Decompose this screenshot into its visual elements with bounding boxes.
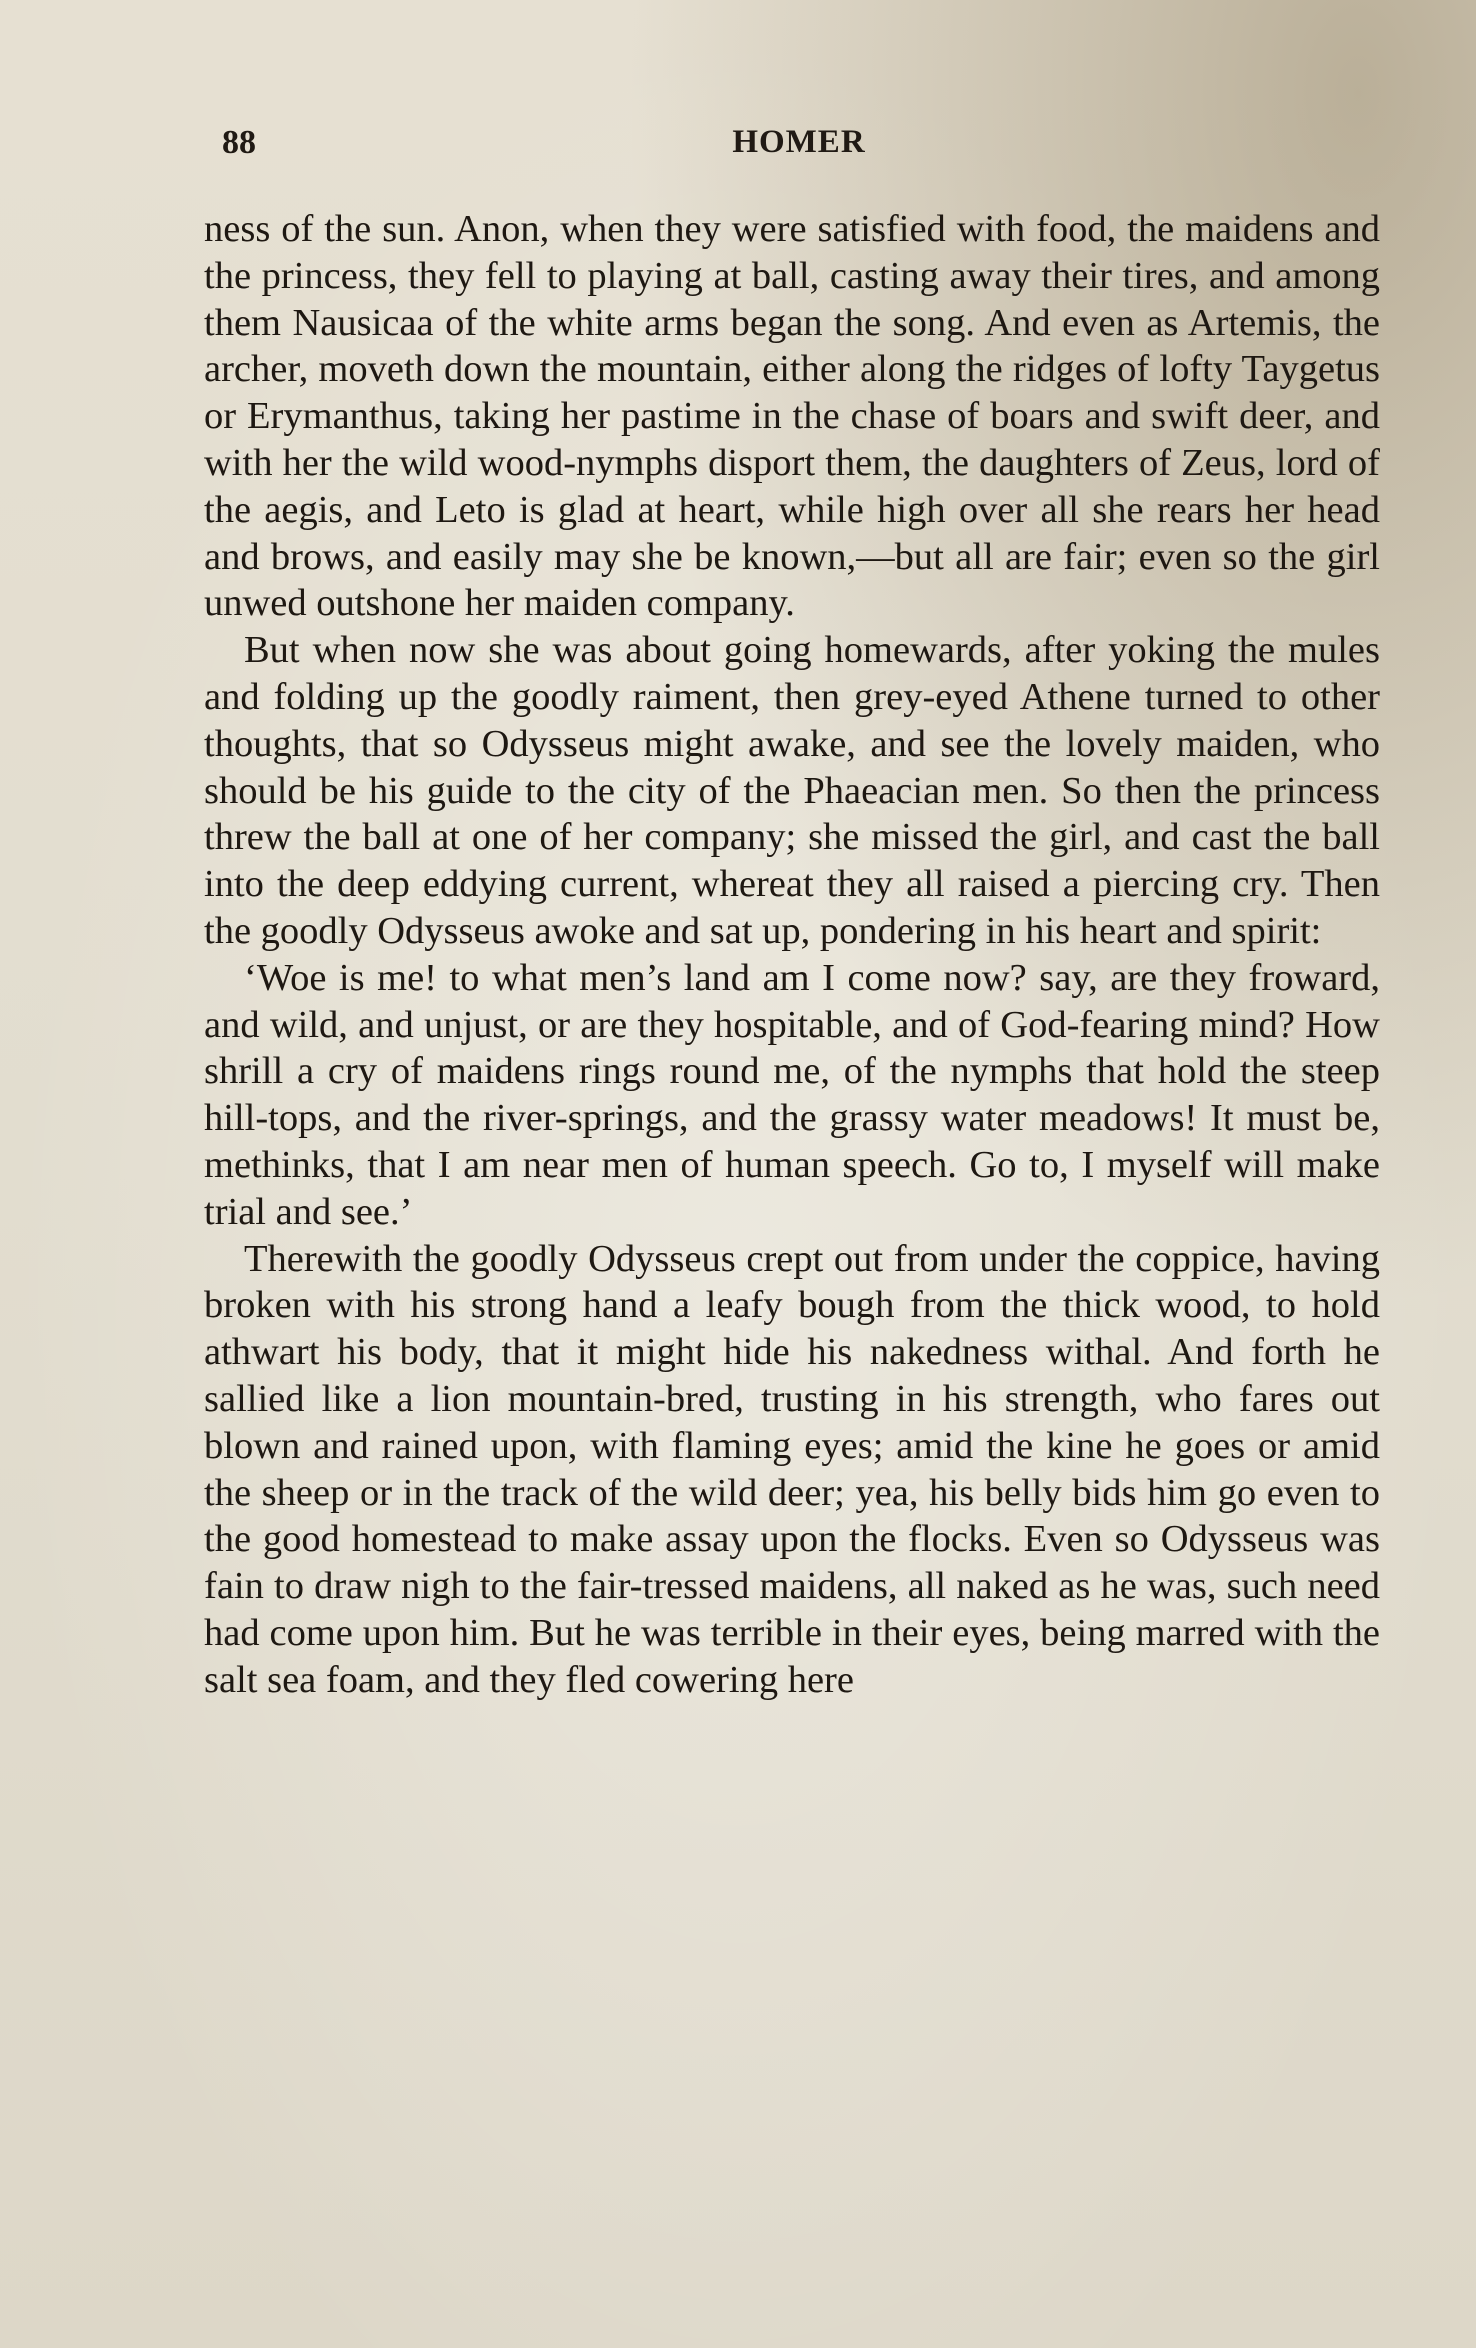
- body-text: [204, 206, 1380, 1704]
- page-header: [218, 124, 1380, 174]
- paragraph: ‘Woe is me! to what men’s land am I come now? say, are they froward, and wild, and unjust, or are they hospitable, and of God-fearing mind? How shrill a cry of maidens rings round me, of the nymphs that hold the steep hill-tops, and the river-springs, and the grassy water meadows! It must be, methinks, that I am near men of human speech. Go to, I myself will make trial and see.’: [204, 956, 1380, 1233]
- paragraph: Therewith the goodly Odysseus crept out from under the coppice, having broken with his strong hand a leafy bough from the thick wood, to hold athwart his body, that it might hide his nakedness withal. And forth he sallied like a lion mountain-bred, trusting in his strength, who fares out blown and rained upon, with flaming eyes; amid the kine he goes or amid the sheep or in the track of the wild deer; yea, his belly bids him go even to the good homestead to make assay upon the flocks. Even so Odysseus was fain to draw nigh to the fair-tressed maidens, all naked as he was, such need had come upon him. But he was terrible in their eyes, being marred with the salt sea foam, and they fled cowering here: [204, 1237, 1380, 1701]
- paragraph: ness of the sun. Anon, when they were satisfied with food, the maidens and the princess, they fell to playing at ball, casting away their tires, and among them Nausicaa of the white arms began the song. And even as Artemis, the archer, moveth down the mountain, either along the ridges of lofty Taygetus or Erymanthus, taking her pastime in the chase of boars and swift deer, and with her the wild wood-nymphs disport them, the daughters of Zeus, lord of the aegis, and Leto is glad at heart, while high over all she rears her head and brows, and easily may she be known,—but all are fair; even so the girl unwed outshone her maiden company.: [204, 208, 1380, 625]
- paragraph: But when now she was about going homewards, after yoking the mules and folding up the goodly raiment, then grey-eyed Athene turned to other thoughts, that so Odysseus might awake, and see the lovely maiden, who should be his guide to the city of the Phaeacian men. So then the princess threw the ball at one of her company; she missed the girl, and cast the ball into the deep eddying current, whereat they all raised a piercing cry. Then the goodly Odysseus awoke and sat up, pondering in his heart and spirit:: [204, 629, 1380, 952]
- running-head: HOMER: [732, 124, 866, 160]
- page-number: 88: [222, 124, 256, 161]
